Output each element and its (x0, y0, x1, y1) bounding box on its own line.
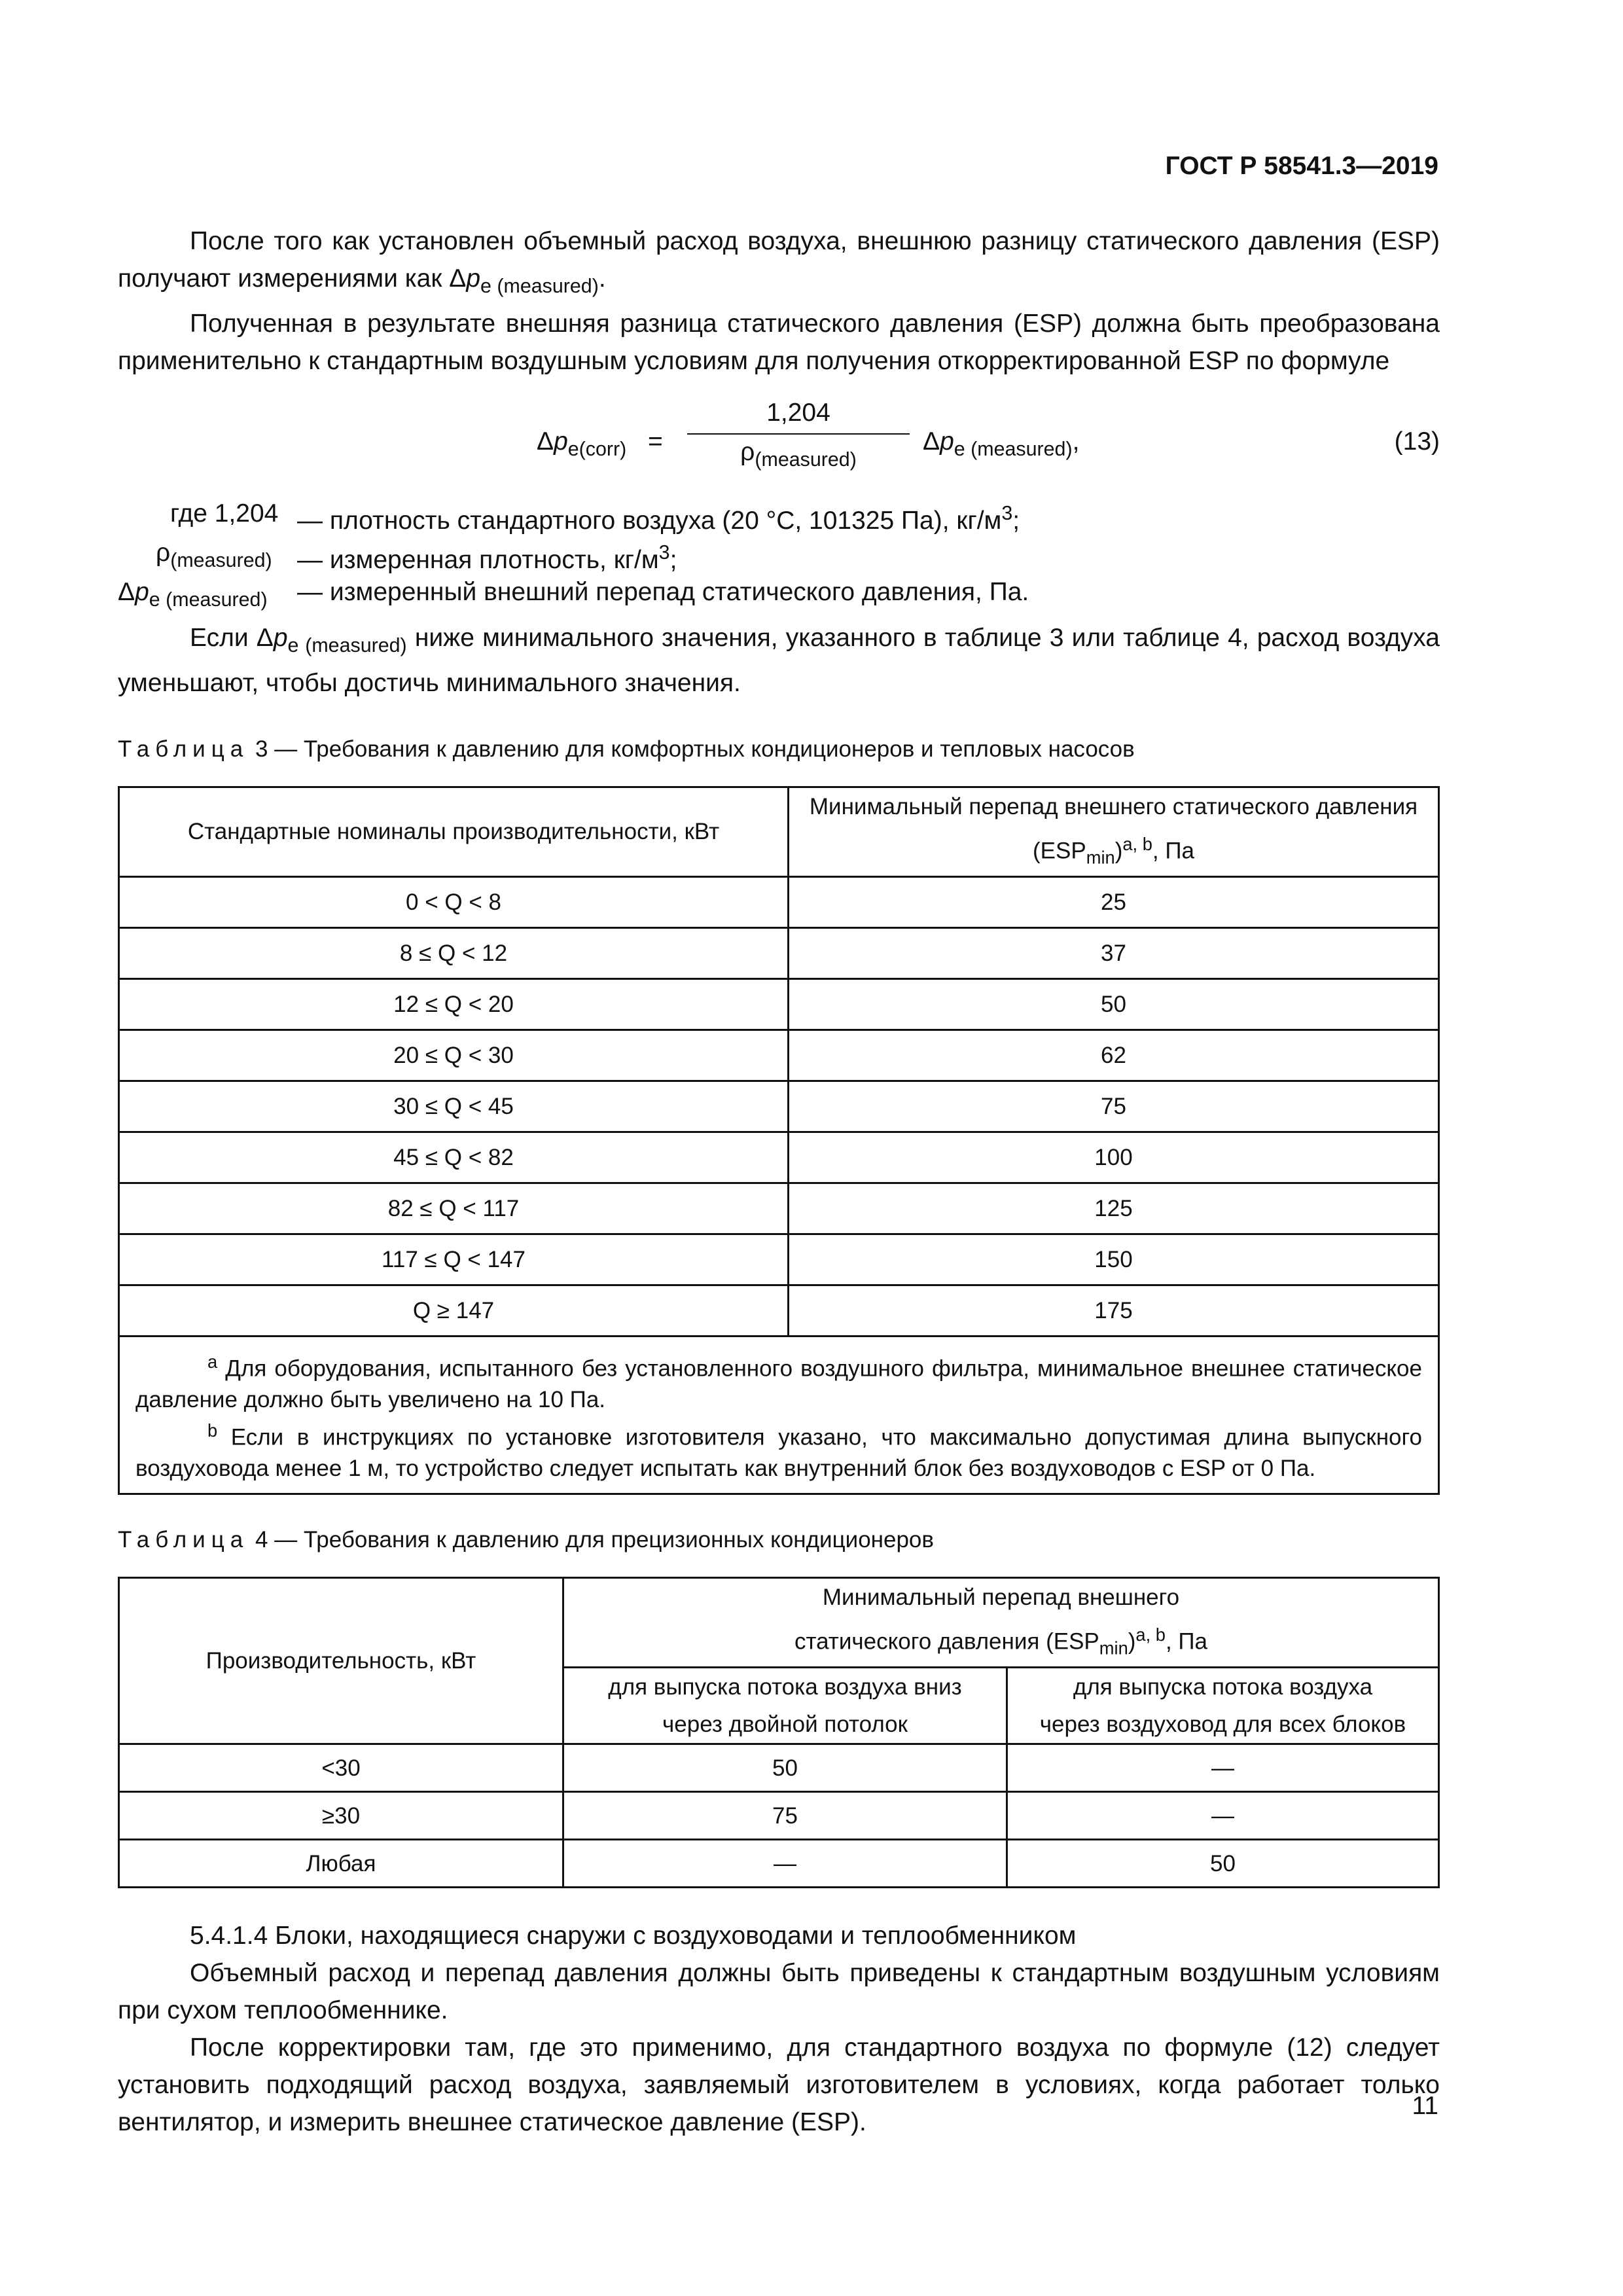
paragraph-5: После корректировки там, где это применимо, для стандартного воздуха по формуле (12) следует установить подходящий расход воздуха, заявляемый изготовителем в условиях, когда работает только вентилятор, и измерить внешнее статическое давление (ESP). (118, 2034, 1440, 2137)
table-3-col-pressure: Минимальный перепад внешнего статического давления $(ESP_{min})^{a, b}$, Па (789, 787, 1439, 877)
page-number: 11 (1412, 2092, 1438, 2120)
paragraph-4: Объемный расход и перепад давления должны быть приведены к стандартным воздушным условиям при сухом теплообменнике. (118, 1959, 1440, 2025)
table-row: Q ≥ 147 175 (119, 1285, 1439, 1336)
table-row: 45 ≤ Q < 82 100 (119, 1132, 1439, 1183)
table-3-col-capacity: Стандартные номиналы производительности, кВт (119, 787, 789, 877)
section-heading: 5.4.1.4 Блоки, находящиеся снаружи с воздуховодами и теплообменником (190, 1922, 1077, 1950)
formula-13 (118, 395, 1440, 479)
table-3 (118, 786, 1440, 1495)
main-text (118, 223, 1440, 2141)
paragraph-2: Полученная в результате внешняя разница статического давления (ESP) должна быть преобразована применительно к стандартным воздушным условиям для получения откорректированной ESP по формуле (118, 309, 1440, 375)
table-row: 117 ≤ Q < 147 150 (119, 1234, 1439, 1285)
table-4-col-down: для выпуска потока воздуха вниз через двойной потолок (563, 1668, 1007, 1744)
formula-equals: = (648, 427, 663, 456)
definitions: где 1,204 — плотность стандартного воздуха (20 °С, 101325 Па), $кг/м^3$; $\rho_{(measured)}$ — измеренная плотность, $кг/м^3$; $\Delta p_{e (measured)}$ — измеренный внешний перепад статического давления, Па. (118, 499, 1029, 611)
table-row: 30 ≤ Q < 45 75 (119, 1081, 1439, 1132)
document-id: ГОСТ Р 58541.3—2019 (1165, 152, 1438, 180)
table-row: 82 ≤ Q < 117 125 (119, 1183, 1439, 1234)
table-row: 8 ≤ Q < 12 37 (119, 928, 1439, 979)
formula-number: (13) (1394, 427, 1440, 456)
table-row: 20 ≤ Q < 30 62 (119, 1030, 1439, 1081)
paragraph-3: Если $\Delta p_{e (measured)}$ ниже минимального значения, указанного в таблице 3 или таблице 4, расход воздуха уменьшают, чтобы достичь минимального значения. (118, 623, 1440, 697)
table-3-caption: Таблица 3 — Требования к давлению для комфортных кондиционеров и тепловых насосов (118, 736, 1135, 762)
table-row: 12 ≤ Q < 20 50 (119, 979, 1439, 1030)
table-row: <30 50 — (119, 1744, 1439, 1792)
table-4-col-duct: для выпуска потока воздуха через воздуховод для всех блоков (1007, 1668, 1439, 1744)
formula-rhs: $\Delta p_{e (measured)}$, (923, 427, 1080, 460)
paragraph-1: После того как установлен объемный расход воздуха, внешнюю разницу статического давления (ESP) получают измерениями как $\Delta p_{e (measured)}$. (118, 227, 1440, 297)
table-4 (118, 1577, 1440, 1889)
table-4-col-pressure-group: Минимальный перепад внешнего статического давления $(ESP_{min})^{a, b}$, Па (563, 1577, 1439, 1668)
formula-fraction (674, 395, 923, 470)
table-row: ≥30 75 — (119, 1792, 1439, 1840)
table-row: 0 < Q < 8 25 (119, 877, 1439, 928)
table-4-header-group (119, 1577, 1439, 1668)
table-4-caption: Таблица 4 — Требования к давлению для прецизионных кондиционеров (118, 1526, 934, 1552)
table-3-header (119, 787, 1439, 877)
formula-denominator: $\rho_{(measured)}$ (740, 437, 857, 471)
table-3-notes (119, 1336, 1439, 1494)
table-4-col-capacity: Производительность, кВт (119, 1577, 563, 1744)
note-b: $^b$ Если в инструкциях по установке изготовителя указано, что максимально допустимая длина выпускного воздуховода менее 1 м, то устройство следует испытать как внутренний блок без воздуховодов с ESP от 0 Па. (135, 1420, 1422, 1481)
formula-numerator: 1,204 (766, 398, 830, 427)
formula-lhs: $\Delta p_{e(corr)}$ (537, 427, 627, 460)
table-row: Любая — 50 (119, 1840, 1439, 1888)
note-a: $^a$ Для оборудования, испытанного без установленного воздушного фильтра, минимальное внешнее статическое давление должно быть увеличено на 10 Па. (135, 1352, 1422, 1412)
